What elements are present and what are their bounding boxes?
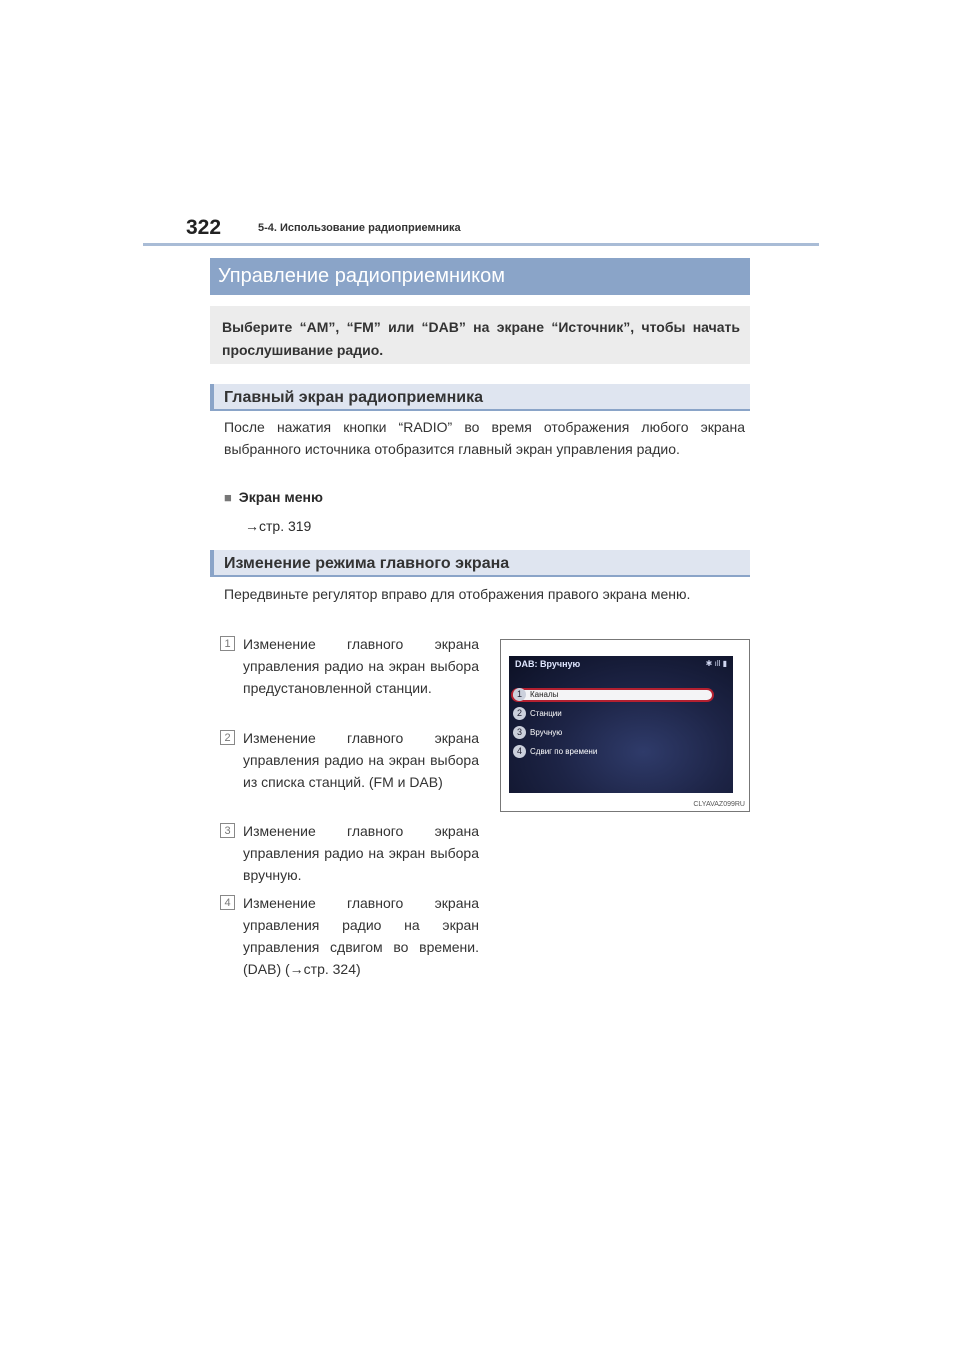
- section-heading-main-screen: Главный экран радиоприемника: [210, 384, 750, 411]
- page-reference: →стр. 319: [245, 518, 312, 534]
- list-item: Изменение главного экрана управления радио на экран выбора вручную.: [243, 823, 479, 883]
- menu-item-channels: [513, 688, 558, 702]
- section1-paragraph: После нажатия кнопки “RADIO” во время отображения любого экрана выбранного источника отобразится главный экран управления радио.: [224, 419, 745, 457]
- square-bullet-icon: ■: [224, 490, 232, 505]
- radio-screen-illustration: [509, 656, 733, 793]
- figure-code: CLYAVAZ099RU: [693, 801, 745, 808]
- item-number-badge: 2: [220, 730, 235, 745]
- list-item: Изменение главного экрана управления радио на экран управления сдвигом во времени. (DAB) (→стр. 324): [243, 895, 479, 977]
- intro-box: Выберите “AM”, “FM” или “DAB” на экране “Источник”, чтобы начать прослушивание радио.: [210, 306, 750, 364]
- page-number: 322: [186, 216, 222, 239]
- menu-label: Станции: [530, 709, 562, 718]
- section-heading-mode-change: Изменение режима главного экрана: [210, 550, 750, 577]
- menu-label: Сдвиг по времени: [530, 747, 598, 756]
- status-icons: ✱ ıll ▮: [705, 659, 727, 668]
- menu-number: 2: [513, 707, 526, 720]
- menu-label: Каналы: [530, 690, 559, 699]
- menu-item-stations: [513, 707, 562, 721]
- section2-paragraph: Передвиньте регулятор вправо для отображения правого экрана меню.: [224, 586, 691, 602]
- running-header: 5-4. Использование радиоприемника: [258, 222, 461, 234]
- menu-number: 1: [513, 688, 526, 701]
- screen-title: DAB: Вручную: [515, 659, 581, 669]
- menu-item-time-shift: [513, 745, 597, 759]
- list-item: Изменение главного экрана управления радио на экран выбора из списка станций. (FM и DAB): [243, 730, 479, 790]
- item-number-badge: 4: [220, 895, 235, 910]
- menu-label: Вручную: [530, 728, 563, 737]
- menu-number: 4: [513, 745, 526, 758]
- subheading-menu-screen: [224, 489, 323, 505]
- list-item: Изменение главного экрана управления радио на экран выбора предустановленной станции.: [243, 636, 479, 696]
- subheading-label: Экран меню: [238, 489, 323, 505]
- menu-number: 3: [513, 726, 526, 739]
- header-rule: [143, 243, 819, 246]
- main-title: Управление радиоприемником: [210, 258, 750, 295]
- item-number-badge: 1: [220, 636, 235, 651]
- item-number-badge: 3: [220, 823, 235, 838]
- menu-item-manual: [513, 726, 562, 740]
